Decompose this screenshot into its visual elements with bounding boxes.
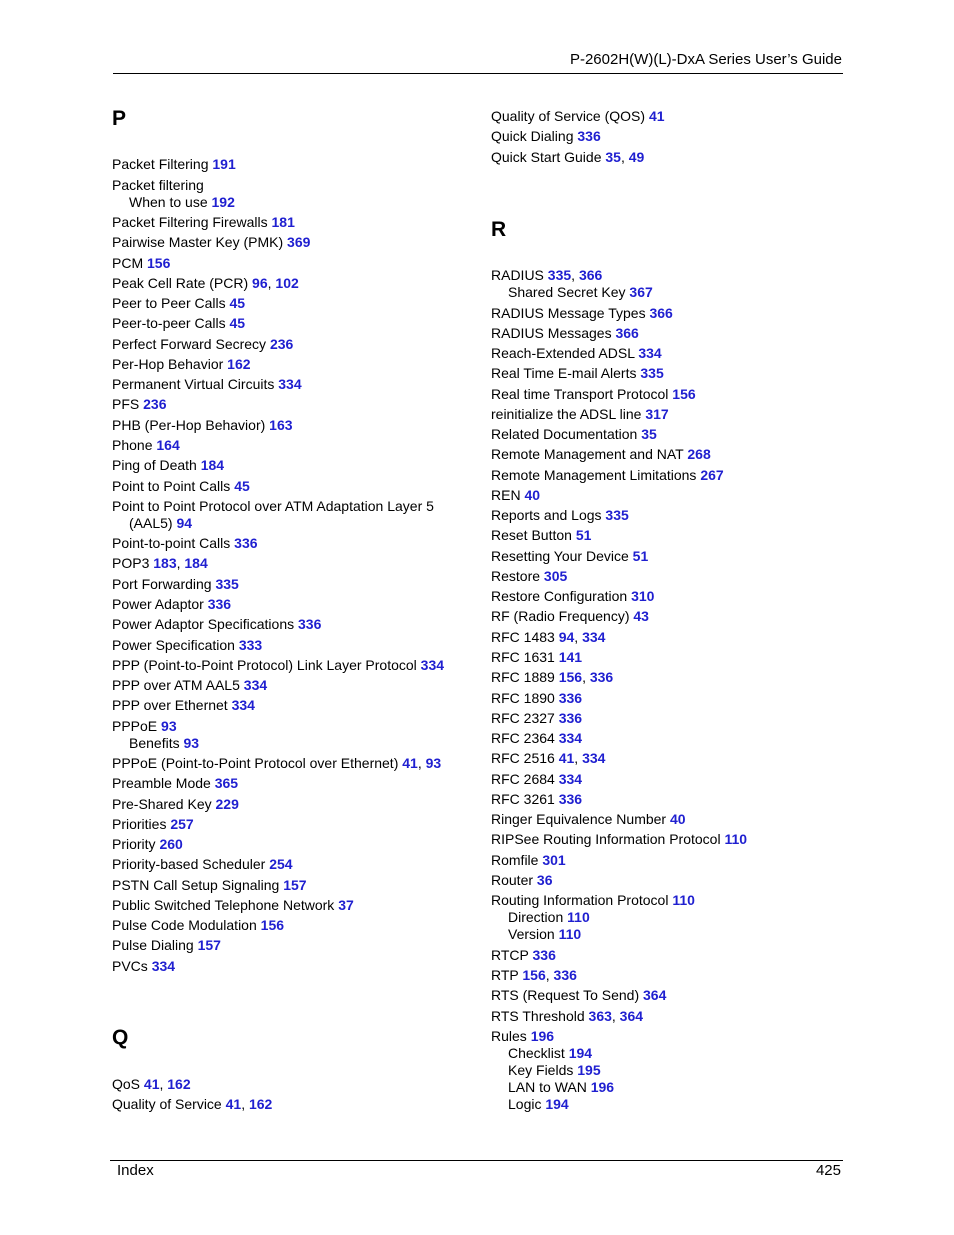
- index-entry: [491, 527, 591, 544]
- entry-term: Reach-Extended ADSL: [491, 345, 635, 361]
- page-link[interactable]: 164: [156, 437, 180, 453]
- page-link[interactable]: 334: [278, 376, 302, 392]
- entry-term: Benefits: [129, 735, 180, 751]
- page-link[interactable]: 102: [275, 275, 299, 291]
- page-link[interactable]: 336: [589, 669, 614, 685]
- page-link[interactable]: 366: [649, 305, 673, 321]
- index-entry: [112, 775, 238, 792]
- page-link[interactable]: 41: [143, 1076, 160, 1092]
- page-link[interactable]: 94: [176, 515, 193, 531]
- page-link[interactable]: 156: [558, 669, 583, 685]
- page-link[interactable]: 366: [578, 267, 603, 283]
- index-entry: [112, 156, 236, 173]
- index-entry: RTS Threshold 363, 364: [491, 1008, 644, 1024]
- page-link[interactable]: 336: [234, 535, 258, 551]
- index-entry: RADIUS 335, 366: [491, 267, 603, 283]
- page-link[interactable]: 267: [700, 467, 724, 483]
- index-subentry: [112, 735, 199, 752]
- entry-term-continuation: (AAL5): [129, 515, 173, 531]
- entry-term: RADIUS: [491, 267, 544, 283]
- page-link[interactable]: 45: [234, 478, 250, 494]
- index-entry: [112, 677, 267, 694]
- index-entry: [112, 836, 183, 853]
- page-link[interactable]: 40: [669, 811, 686, 827]
- index-entry: [112, 535, 258, 552]
- index-entry: [491, 365, 664, 382]
- page-link[interactable]: 94: [558, 629, 575, 645]
- page-link[interactable]: 334: [582, 629, 606, 645]
- entry-term: RFC 2327: [491, 710, 555, 726]
- entry-term: Resetting Your Device: [491, 548, 629, 564]
- entry-term: Key Fields: [508, 1062, 574, 1078]
- page-link[interactable]: 336: [207, 596, 232, 612]
- entry-term: Preamble Mode: [112, 775, 211, 791]
- entry-term: RTP: [491, 967, 519, 983]
- page-link[interactable]: 229: [215, 796, 239, 812]
- index-entry: [491, 1028, 554, 1045]
- entry-term: Point to Point Protocol over ATM Adaptation Layer 5: [112, 498, 434, 514]
- entry-term: Packet filtering: [112, 177, 204, 193]
- page-link[interactable]: 37: [338, 897, 354, 913]
- page-link[interactable]: 364: [619, 1008, 644, 1024]
- index-entry: [112, 437, 180, 454]
- page-link[interactable]: 301: [542, 852, 566, 868]
- page-link[interactable]: 41: [402, 755, 418, 771]
- entry-term: Ringer Equivalence Number: [491, 811, 667, 827]
- entry-term: Quick Start Guide: [491, 149, 602, 165]
- page-link[interactable]: 181: [271, 214, 295, 230]
- index-entry: [112, 877, 307, 894]
- index-entry: [491, 710, 582, 727]
- entry-term: reinitialize the ADSL line: [491, 406, 642, 422]
- entry-term: PPPoE: [112, 718, 158, 734]
- page-link[interactable]: 157: [197, 937, 221, 953]
- index-subentry: [112, 194, 235, 211]
- index-subentry: [491, 1045, 592, 1062]
- entry-term: Power Adaptor Specifications: [112, 616, 295, 632]
- entry-term: RADIUS Message Types: [491, 305, 646, 321]
- entry-term: Pulse Code Modulation: [112, 917, 257, 933]
- entry-term: RTS Threshold: [491, 1008, 585, 1024]
- entry-term: LAN to WAN: [508, 1079, 587, 1095]
- page-link[interactable]: 156: [260, 917, 285, 933]
- index-entry: [112, 295, 245, 312]
- entry-term: RF (Radio Frequency): [491, 608, 630, 624]
- page-link[interactable]: 257: [170, 816, 194, 832]
- entry-term: Packet Filtering: [112, 156, 209, 172]
- entry-term: Per-Hop Behavior: [112, 356, 224, 372]
- index-entry: Quick Start Guide 35, 49: [491, 149, 645, 165]
- entry-term: Priority: [112, 836, 156, 852]
- index-entry: [491, 568, 567, 585]
- index-entry: RFC 1889 156, 336: [491, 669, 614, 685]
- index-entry: [491, 345, 662, 362]
- index-entry: [491, 426, 657, 443]
- index-subentry: [491, 909, 590, 926]
- page-link[interactable]: 184: [200, 457, 225, 473]
- page-link[interactable]: 36: [536, 872, 553, 888]
- index-entry: [491, 892, 695, 909]
- page-link[interactable]: 157: [283, 877, 307, 893]
- entry-term: PPP over Ethernet: [112, 697, 228, 713]
- entry-term: Router: [491, 872, 534, 888]
- index-entry: RFC 1483 94, 334: [491, 629, 606, 645]
- index-entry: [112, 796, 239, 813]
- index-entry: [112, 897, 354, 914]
- page-link[interactable]: 93: [161, 718, 177, 734]
- index-entry: [112, 255, 170, 272]
- page-link[interactable]: 369: [287, 234, 311, 250]
- entry-term: Point-to-point Calls: [112, 535, 231, 551]
- page-link[interactable]: 236: [269, 336, 294, 352]
- entry-term: Restore Configuration: [491, 588, 628, 604]
- index-entry: RTP 156, 336: [491, 967, 577, 983]
- page-link[interactable]: 43: [633, 608, 649, 624]
- page-link[interactable]: 336: [553, 967, 577, 983]
- entry-term: Routing Information Protocol: [491, 892, 669, 908]
- entry-term: PVCs: [112, 958, 148, 974]
- entry-term: Romfile: [491, 852, 539, 868]
- page-link[interactable]: 184: [184, 555, 208, 571]
- index-entry: [491, 386, 696, 403]
- entry-term: RTCP: [491, 947, 529, 963]
- page-link[interactable]: 334: [231, 697, 255, 713]
- index-entry: [112, 917, 284, 934]
- entry-term: Logic: [508, 1096, 542, 1112]
- index-entry: [491, 791, 582, 808]
- page-link[interactable]: 93: [425, 755, 442, 771]
- index-entry: Quality of Service 41, 162: [112, 1096, 273, 1112]
- footer-divider: [110, 1160, 843, 1161]
- index-entry: [491, 467, 724, 484]
- index-entry: [491, 811, 686, 828]
- entry-term: POP3: [112, 555, 150, 571]
- index-entry: [112, 315, 245, 332]
- page-link[interactable]: 49: [628, 149, 645, 165]
- page-link[interactable]: 336: [558, 690, 583, 706]
- index-entry: [112, 417, 293, 434]
- page-link[interactable]: 196: [530, 1028, 555, 1044]
- entry-term: PFS: [112, 396, 140, 412]
- page-link[interactable]: 45: [229, 315, 246, 331]
- entry-term: PPPoE (Point-to-Point Protocol over Ethernet): [112, 755, 399, 771]
- page-link[interactable]: 335: [215, 576, 239, 592]
- index-entry: [491, 128, 601, 145]
- entry-term: Packet Filtering Firewalls: [112, 214, 268, 230]
- index-entry: [491, 305, 673, 322]
- page-link[interactable]: 334: [420, 657, 445, 673]
- page-link[interactable]: 366: [615, 325, 639, 341]
- entry-term: Real time Transport Protocol: [491, 386, 669, 402]
- entry-term: Priorities: [112, 816, 167, 832]
- page-link[interactable]: 141: [558, 649, 583, 665]
- index-entry: [112, 856, 293, 873]
- entry-term: PSTN Call Setup Signaling: [112, 877, 280, 893]
- page-link[interactable]: 335: [640, 365, 664, 381]
- page-link[interactable]: 334: [558, 730, 583, 746]
- entry-term: Pairwise Master Key (PMK): [112, 234, 284, 250]
- entry-term: PCM: [112, 255, 144, 271]
- index-entry: RFC 2516 41, 334: [491, 750, 606, 766]
- section-letter-r: R: [491, 218, 507, 241]
- index-entry: PPPoE (Point-to-Point Protocol over Ethernet) 41, 93: [112, 755, 442, 771]
- index-entry: [112, 234, 310, 251]
- entry-term: RFC 2684: [491, 771, 555, 787]
- index-entry: [491, 771, 582, 788]
- entry-term: Public Switched Telephone Network: [112, 897, 335, 913]
- index-entry: [112, 596, 231, 613]
- header-divider: [113, 73, 843, 74]
- page-link[interactable]: 51: [575, 527, 592, 543]
- footer-page-number: 425: [815, 1162, 841, 1179]
- page-link[interactable]: 41: [558, 750, 575, 766]
- index-entry: [112, 657, 444, 674]
- index-subentry: [491, 1062, 601, 1079]
- footer-section-name: Index: [117, 1162, 154, 1179]
- entry-term: RFC 1483: [491, 629, 555, 645]
- entry-term: RFC 1631: [491, 649, 555, 665]
- page-link[interactable]: 41: [648, 108, 665, 124]
- section-letter-q: Q: [112, 1026, 129, 1049]
- page-link[interactable]: 268: [687, 446, 711, 462]
- entry-term: Perfect Forward Secrecy: [112, 336, 267, 352]
- index-entry: Peak Cell Rate (PCR) 96, 102: [112, 275, 299, 291]
- entry-term: Peak Cell Rate (PCR): [112, 275, 249, 291]
- page-link[interactable]: 93: [183, 735, 200, 751]
- index-entry: [112, 616, 321, 633]
- page-link[interactable]: 51: [632, 548, 649, 564]
- page-link[interactable]: 236: [143, 396, 167, 412]
- entry-term: Reports and Logs: [491, 507, 602, 523]
- index-entry: [112, 356, 251, 373]
- index-entry: POP3 183, 184: [112, 555, 208, 571]
- page-link[interactable]: 260: [159, 836, 183, 852]
- page-link[interactable]: 334: [558, 771, 583, 787]
- entry-term: Quality of Service: [112, 1096, 222, 1112]
- index-entry: [491, 852, 566, 869]
- page-link[interactable]: 334: [243, 677, 268, 693]
- index-entry: [112, 697, 255, 714]
- entry-term: Point to Point Calls: [112, 478, 231, 494]
- entry-term: Port Forwarding: [112, 576, 212, 592]
- page-link[interactable]: 40: [524, 487, 541, 503]
- index-entry: [491, 406, 669, 423]
- entry-term: RFC 3261: [491, 791, 555, 807]
- section-letter-p: P: [112, 107, 127, 130]
- page-link[interactable]: 336: [577, 128, 601, 144]
- entry-term: Power Specification: [112, 637, 235, 653]
- index-entry: [491, 649, 582, 666]
- entry-term: Related Documentation: [491, 426, 638, 442]
- page-link[interactable]: 196: [590, 1079, 615, 1095]
- entry-term: Reset Button: [491, 527, 572, 543]
- page-link[interactable]: 156: [522, 967, 546, 983]
- entry-term: Remote Management and NAT: [491, 446, 684, 462]
- entry-term: Priority-based Scheduler: [112, 856, 266, 872]
- index-entry: [112, 478, 250, 495]
- index-entry: [491, 325, 639, 342]
- index-entry: [491, 588, 654, 605]
- entry-term: Rules: [491, 1028, 527, 1044]
- page-link[interactable]: 45: [229, 295, 246, 311]
- index-entry: [112, 576, 239, 593]
- index-subentry: [491, 1079, 614, 1096]
- page-link[interactable]: 162: [248, 1096, 273, 1112]
- entry-term: Pulse Dialing: [112, 937, 194, 953]
- page-link[interactable]: 110: [724, 831, 748, 847]
- index-entry: [112, 937, 221, 954]
- entry-term: RFC 1890: [491, 690, 555, 706]
- entry-term: RIPSee Routing Information Protocol: [491, 831, 721, 847]
- page-link[interactable]: 305: [543, 568, 568, 584]
- entry-term: PPP over ATM AAL5: [112, 677, 240, 693]
- index-entry: [491, 872, 553, 889]
- page-link[interactable]: 35: [605, 149, 621, 165]
- entry-term: Shared Secret Key: [508, 284, 626, 300]
- index-entry: [491, 831, 747, 848]
- page-link[interactable]: 110: [558, 926, 582, 942]
- index-entry: [491, 730, 582, 747]
- page-link[interactable]: 363: [588, 1008, 612, 1024]
- entry-term: Direction: [508, 909, 564, 925]
- entry-term: QoS: [112, 1076, 141, 1092]
- page-link[interactable]: 367: [629, 284, 653, 300]
- page-link[interactable]: 254: [269, 856, 293, 872]
- entry-term: Phone: [112, 437, 153, 453]
- page-link[interactable]: 156: [672, 386, 696, 402]
- entry-term: PHB (Per-Hop Behavior): [112, 417, 266, 433]
- index-entry: [491, 608, 649, 625]
- page-link[interactable]: 317: [645, 406, 669, 422]
- entry-term: RFC 2516: [491, 750, 555, 766]
- index-entry: [112, 718, 177, 735]
- entry-term: Real Time E-mail Alerts: [491, 365, 637, 381]
- page-link[interactable]: 335: [547, 267, 572, 283]
- entry-term: RTS (Request To Send): [491, 987, 640, 1003]
- index-subentry: [491, 926, 581, 943]
- page-link[interactable]: 334: [151, 958, 176, 974]
- page-link[interactable]: 334: [638, 345, 662, 361]
- index-entry: [491, 446, 711, 463]
- index-entry: [491, 507, 629, 524]
- page-link[interactable]: 156: [147, 255, 171, 271]
- entry-term: Restore: [491, 568, 541, 584]
- page-link[interactable]: 162: [227, 356, 251, 372]
- index-entry: [112, 498, 434, 532]
- page-link[interactable]: 335: [605, 507, 629, 523]
- page-link[interactable]: 334: [582, 750, 606, 766]
- page-link[interactable]: 162: [167, 1076, 191, 1092]
- index-entry: [491, 987, 666, 1004]
- page-link[interactable]: 194: [545, 1096, 569, 1112]
- page-link[interactable]: 333: [238, 637, 263, 653]
- index-subentry: [491, 284, 653, 301]
- entry-term: Power Adaptor: [112, 596, 204, 612]
- page-link[interactable]: 336: [558, 791, 583, 807]
- index-entry: [112, 457, 224, 474]
- index-entry: [112, 396, 166, 413]
- index-entry: [112, 816, 194, 833]
- index-entry: QoS 41, 162: [112, 1076, 191, 1092]
- index-entry: [112, 214, 295, 231]
- page-link[interactable]: 110: [567, 909, 590, 925]
- entry-term: Checklist: [508, 1045, 565, 1061]
- page-link[interactable]: 41: [225, 1096, 242, 1112]
- running-header-title: P-2602H(W)(L)-DxA Series User’s Guide: [569, 51, 842, 68]
- index-entry: [112, 958, 175, 975]
- page-link[interactable]: 163: [269, 417, 293, 433]
- page-link[interactable]: 96: [252, 275, 268, 291]
- entry-term: Peer to Peer Calls: [112, 295, 226, 311]
- index-entry: [112, 336, 293, 353]
- entry-term: Remote Management Limitations: [491, 467, 697, 483]
- index-entry: [112, 177, 204, 194]
- page-link[interactable]: 336: [298, 616, 322, 632]
- page-link[interactable]: 365: [214, 775, 239, 791]
- index-entry: [491, 947, 556, 964]
- entry-term: Pre-Shared Key: [112, 796, 212, 812]
- entry-term: PPP (Point-to-Point Protocol) Link Layer Protocol: [112, 657, 417, 673]
- index-entry: [112, 637, 262, 654]
- entry-term: REN: [491, 487, 521, 503]
- entry-term: Ping of Death: [112, 457, 197, 473]
- page-link[interactable]: 183: [153, 555, 177, 571]
- entry-term: Version: [508, 926, 555, 942]
- page-link[interactable]: 310: [631, 588, 655, 604]
- index-entry: [491, 690, 582, 707]
- page-link[interactable]: 336: [558, 710, 583, 726]
- index-entry: [491, 548, 648, 565]
- index-entry: [112, 376, 302, 393]
- entry-term: When to use: [129, 194, 208, 210]
- entry-term: RFC 1889: [491, 669, 555, 685]
- index-entry: [491, 487, 540, 504]
- page-link[interactable]: 364: [643, 987, 667, 1003]
- page-link[interactable]: 336: [532, 947, 556, 963]
- page-link[interactable]: 192: [211, 194, 235, 210]
- index-subentry: [491, 1096, 569, 1113]
- page-link[interactable]: 35: [641, 426, 657, 442]
- page-link[interactable]: 195: [577, 1062, 601, 1078]
- entry-term: RFC 2364: [491, 730, 555, 746]
- entry-term: Quality of Service (QOS): [491, 108, 646, 124]
- page-link[interactable]: 110: [672, 892, 695, 908]
- entry-term: RADIUS Messages: [491, 325, 612, 341]
- entry-term: Quick Dialing: [491, 128, 574, 144]
- entry-term: Permanent Virtual Circuits: [112, 376, 275, 392]
- entry-term: Peer-to-peer Calls: [112, 315, 226, 331]
- page-link[interactable]: 191: [212, 156, 236, 172]
- page-link[interactable]: 194: [568, 1045, 593, 1061]
- index-entry: [491, 108, 665, 125]
